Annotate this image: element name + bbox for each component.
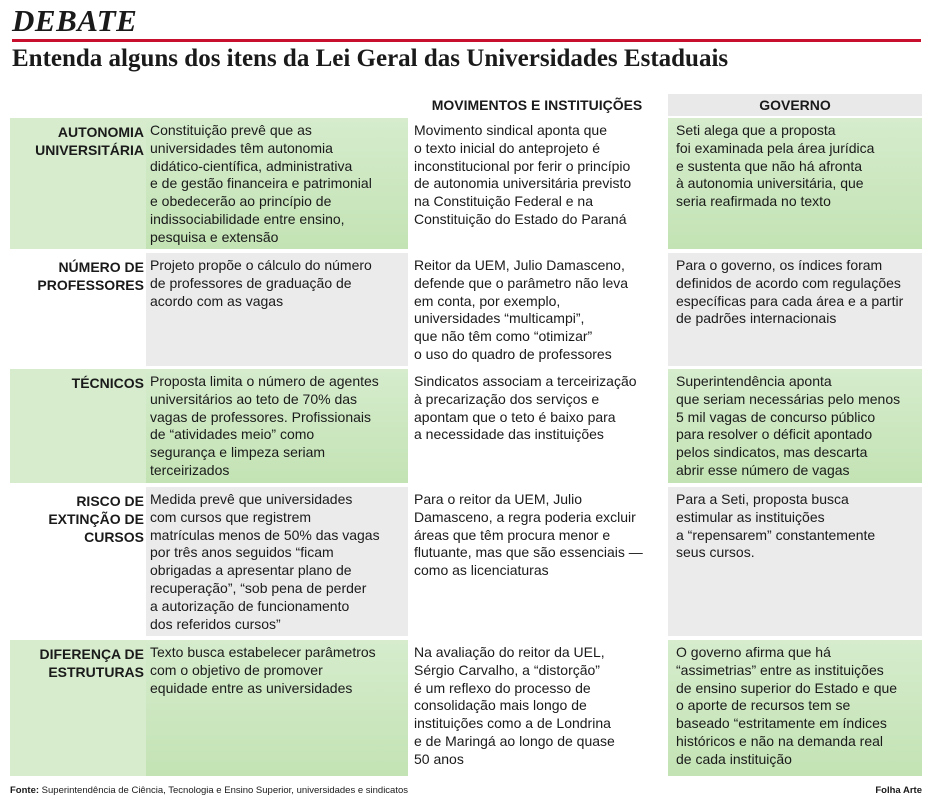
cell-movimentos-text: Sindicatos associam a terceirização à precarização dos serviços e apontam que o teto é baixo para a necessidade das instituições	[414, 373, 637, 443]
source-text: Superintendência de Ciência, Tecnologia e Ensino Superior, universidades e sindicatos	[39, 785, 409, 796]
cell-governo	[668, 369, 922, 483]
page-title: Entenda alguns dos itens da Lei Geral das Universidades Estaduais	[12, 45, 729, 72]
cell-governo-text: O governo afirma que há “assimetrias” entre as instituições de ensino superior do Estado e que o aporte de recursos tem se baseado “estritamente em índices históricos e não na demanda real de cada instituição	[676, 644, 898, 767]
cell-movimentos	[408, 118, 668, 249]
cell-lei-text: Proposta limita o número de agentes universitários ao teto de 70% das vagas de professores. Profissionais de “atividades meio” como segurança e limpeza seriam terceirizados	[150, 373, 379, 478]
cell-lei	[146, 640, 408, 776]
cell-movimentos	[408, 487, 668, 636]
title-rule	[12, 39, 921, 42]
cell-movimentos-text: Na avaliação do reitor da UEL, Sérgio Carvalho, a “distorção” é um reflexo do processo de consolidação mais longo de instituições como a de Londrina e de Maringá ao longo de quase 50 anos	[414, 644, 615, 767]
table-row	[10, 487, 922, 636]
row-label	[10, 369, 146, 483]
cell-lei	[146, 369, 408, 483]
column-header-governo: GOVERNO	[668, 94, 922, 116]
cell-governo	[668, 253, 922, 366]
row-label-text: RISCO DE EXTINÇÃO DE CURSOS	[48, 493, 144, 545]
table-row	[10, 369, 922, 483]
cell-movimentos	[408, 640, 668, 776]
row-label-text: AUTONOMIA UNIVERSITÁRIA	[35, 124, 144, 158]
cell-movimentos-text: Movimento sindical aponta que o texto inicial do anteprojeto é inconstitucional por ferir o princípio de autonomia universitária previsto na Constituição Federal e na Constituição do Estado do Paraná	[414, 122, 632, 227]
cell-lei	[146, 118, 408, 249]
cell-governo-text: Superintendência aponta que seriam necessárias pelo menos 5 mil vagas de concurso público para resolver o déficit apontado pelos sindicatos, mas descarta abrir esse número de vagas	[676, 373, 901, 478]
row-label	[10, 253, 146, 366]
credit: Folha Arte	[875, 785, 922, 796]
cell-governo-text: Para a Seti, proposta busca estimular as instituições a “repensarem” constantemente seus cursos.	[676, 491, 876, 561]
cell-movimentos	[408, 253, 668, 366]
kicker: DEBATE	[12, 3, 138, 38]
footer	[10, 784, 922, 798]
row-label-text: DIFERENÇA DE ESTRUTURAS	[39, 646, 144, 680]
row-label	[10, 487, 146, 636]
table-row	[10, 118, 922, 249]
cell-governo	[668, 487, 922, 636]
row-label-text: TÉCNICOS	[71, 375, 144, 391]
source-label: Fonte:	[10, 785, 40, 796]
column-header-movimentos: MOVIMENTOS E INSTITUIÇÕES	[431, 97, 643, 113]
cell-lei	[146, 487, 408, 636]
table-row	[10, 640, 922, 776]
cell-governo-text: Para o governo, os índices foram definidos de acordo com regulações específicas para cada área e a partir de padrões internacionais	[676, 257, 904, 327]
row-label	[10, 640, 146, 776]
cell-governo	[668, 118, 922, 249]
cell-lei	[146, 253, 408, 366]
cell-governo-text: Seti alega que a proposta foi examinada pela área jurídica e sustenta que não há afronta à autonomia universitária, que seria reafirmada no texto	[676, 122, 875, 210]
cell-movimentos-text: Reitor da UEM, Julio Damasceno, defende que o parâmetro não leva em conta, por exemplo, universidades “multicampi”, que não têm como “otimizar” o uso do quadro de professores	[414, 257, 629, 362]
cell-lei-text: Texto busca estabelecer parâmetros com o objetivo de promover equidade entre as universidades	[150, 644, 376, 696]
cell-lei-text: Medida prevê que universidades com cursos que registrem matrículas menos de 50% das vagas por três anos seguidos “ficam obrigadas a apresentar plano de recuperação”, “sob pena de perder a autorização de funcionamento dos referidos cursos”	[150, 491, 380, 632]
row-label	[10, 118, 146, 249]
cell-movimentos	[408, 369, 668, 483]
cell-lei-text: Projeto propõe o cálculo do número de professores de graduação de acordo com as vagas	[150, 257, 372, 309]
row-label-text: NÚMERO DE PROFESSORES	[37, 259, 144, 293]
cell-movimentos-text: Para o reitor da UEM, Julio Damasceno, a regra poderia excluir áreas que têm procura menor e flutuante, mas que são essenciais — como as licenciaturas	[414, 491, 643, 579]
cell-governo	[668, 640, 922, 776]
table-row	[10, 253, 922, 366]
cell-lei-text: Constituição prevê que as universidades têm autonomia didático-científica, administrativa e de gestão financeira e patrimonial e obedecerão ao princípio de indissociabilidade entre ensino, pesquisa e extensão	[150, 122, 372, 245]
